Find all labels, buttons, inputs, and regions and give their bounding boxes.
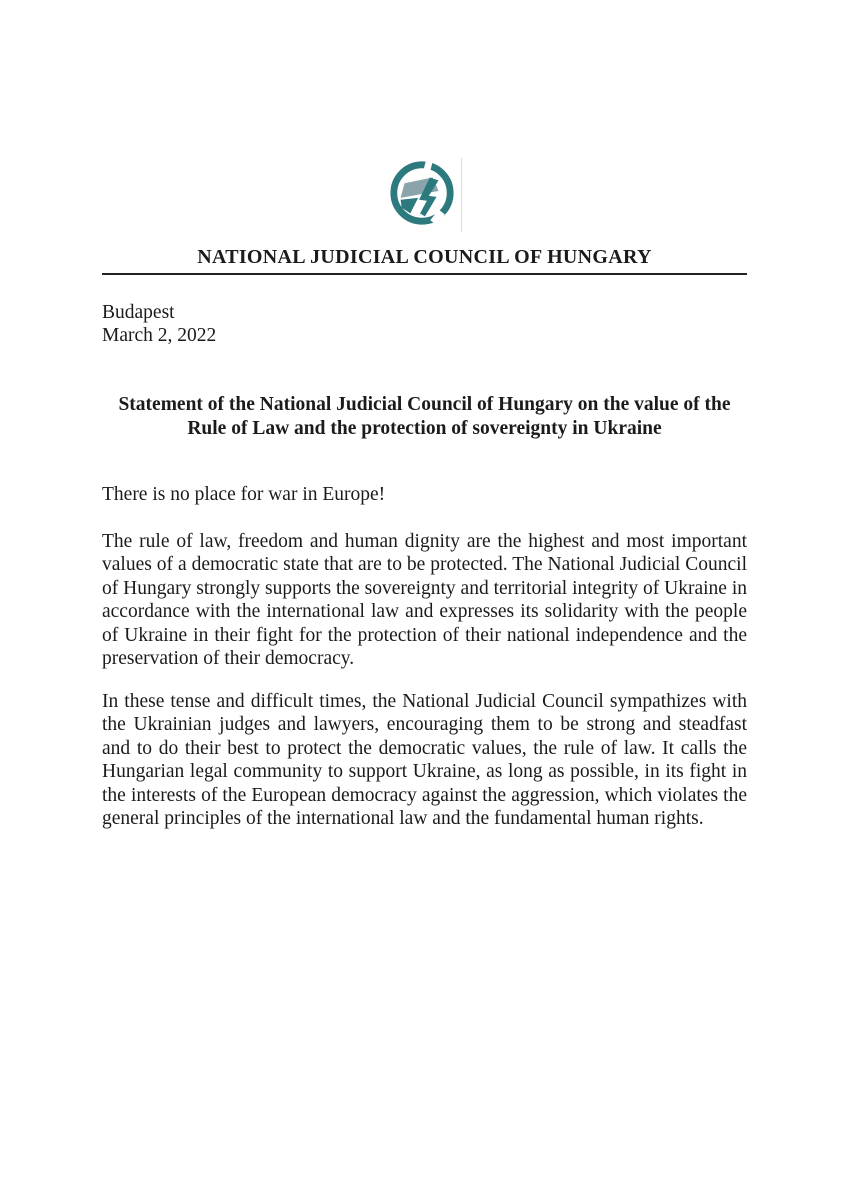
lead-sentence: There is no place for war in Europe!	[102, 484, 386, 505]
logo-container	[387, 158, 462, 232]
org-name-header: NATIONAL JUDICIAL COUNCIL OF HUNGARY	[102, 246, 747, 275]
document-title: Statement of the National Judicial Council of Hungary on the value of the Rule of Law and the protection of sovereignty in Ukraine	[118, 394, 731, 439]
document-content	[102, 246, 747, 831]
njc-hungary-emblem-icon	[388, 159, 456, 232]
city-line: Budapest	[102, 302, 175, 323]
date-line: March 2, 2022	[102, 325, 217, 346]
meta-block	[102, 301, 747, 347]
paragraph-1: The rule of law, freedom and human dignity are the highest and most important values of a democratic state that are to be protected. The National Judicial Council of Hungary strongly supports the sovereignty and territorial integrity of Ukraine in accordance with the international law and expresses its solidarity with the people of Ukraine in their fight for the protection of their national independence and the preservation of their democracy.	[102, 530, 747, 669]
paragraph-2: In these tense and difficult times, the National Judicial Council sympathizes with the Ukrainian judges and lawyers, encouraging them to be strong and steadfast and to do their best to protect the democratic values, the rule of law. It calls the Hungarian legal community to support Ukraine, as long as possible, in its fight in the interests of the European democracy against the aggression, which violates the general principles of the international law and the fundamental human rights.	[102, 690, 747, 829]
